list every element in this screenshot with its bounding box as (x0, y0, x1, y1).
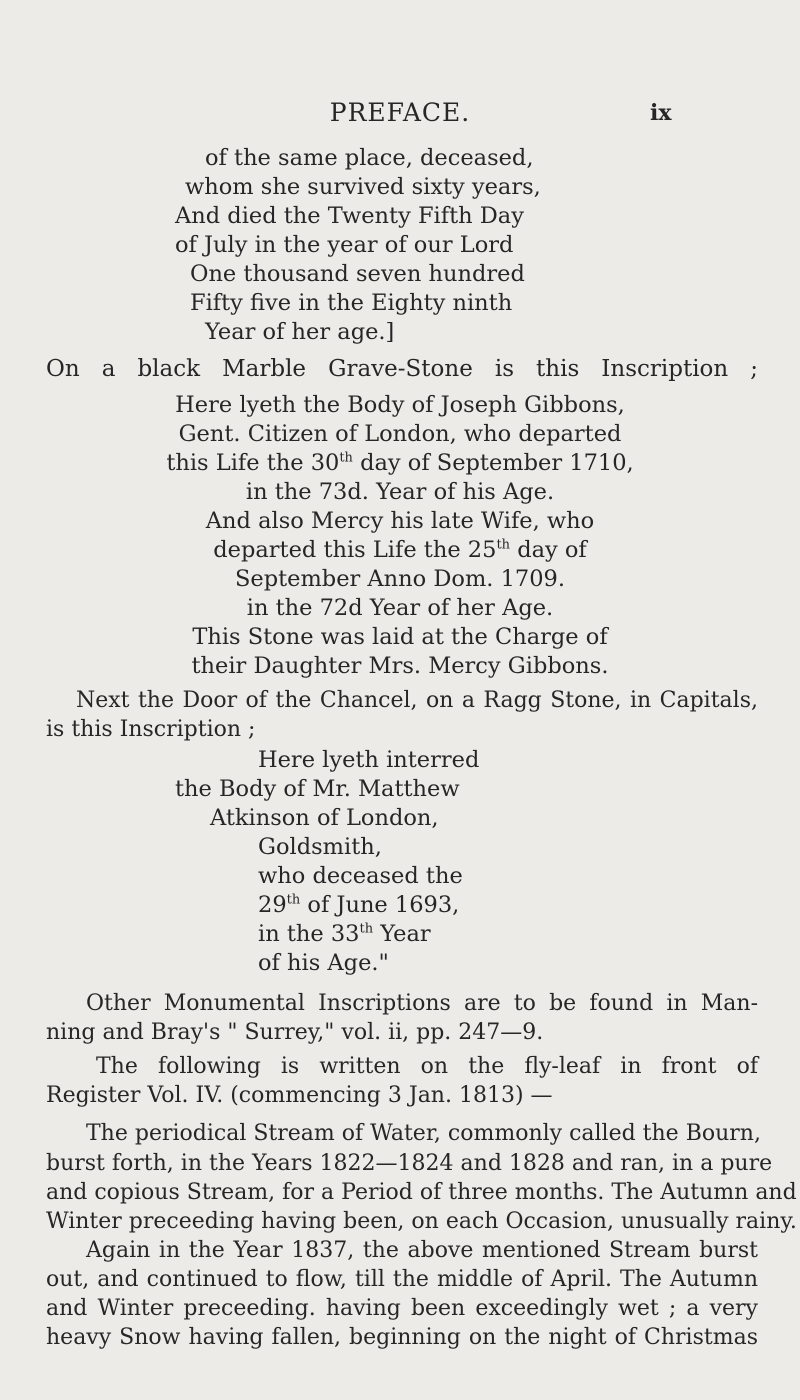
text-line: Next the Door of the Chancel, on a Ragg Stone, in Capitals, (76, 688, 758, 713)
inscription-line: in the 72d Year of her Age. (246, 595, 554, 621)
inscription-line: 29th of June 1693, (258, 892, 460, 918)
inscription-line: whom she survived sixty years, (185, 174, 541, 200)
text-line: out, and continued to flow, till the middle of April. The Autumn (46, 1267, 758, 1292)
inscription-line: of the same place, deceased, (205, 145, 534, 171)
inscription-line: Fifty five in the Eighty ninth (190, 290, 513, 316)
inscription-line: September Anno Dom. 1709. (234, 566, 566, 592)
inscription-line: Here lyeth interred (258, 747, 480, 773)
intro-paragraph: On a black Marble Grave-Stone is this Inscription ; (46, 356, 758, 382)
inscription-line: And also Mercy his late Wife, who (205, 508, 595, 534)
text-line: Register Vol. IV. (commencing 3 Jan. 1813) — (46, 1083, 553, 1108)
inscription-line: this Life the 30th day of September 1710, (166, 450, 634, 476)
running-head: PREFACE. (329, 98, 471, 127)
inscription-line: in the 73d. Year of his Age. (245, 479, 555, 505)
text-line: The following is written on the fly-leaf in front of (96, 1054, 758, 1079)
inscription-line: in the 33th Year (258, 921, 431, 947)
page-number: ix (650, 100, 672, 126)
inscription-line: Year of her age.] (205, 319, 395, 345)
text-line: Other Monumental Inscriptions are to be found in Man- (86, 991, 758, 1016)
inscription-line: Atkinson of London, (210, 805, 439, 831)
inscription-line: Here lyeth the Body of Joseph Gibbons, (175, 392, 625, 418)
text-line: and copious Stream, for a Period of three months. The Autumn and (46, 1180, 797, 1205)
inscription-line: of July in the year of our Lord (175, 232, 514, 258)
inscription-line: departed this Life the 25th day of (213, 537, 587, 563)
text-line: Winter preceeding having been, on each Occasion, unusually rainy. (46, 1209, 797, 1234)
text-line: burst forth, in the Years 1822—1824 and 1828 and ran, in a pure (46, 1151, 773, 1176)
inscription-line: who deceased the (258, 863, 463, 889)
inscription-line: of his Age." (258, 950, 389, 976)
inscription-line: Gent. Citizen of London, who departed (178, 421, 622, 447)
inscription-line: Goldsmith, (258, 834, 382, 860)
text-line: The periodical Stream of Water, commonly called the Bourn, (86, 1121, 761, 1146)
text-line: heavy Snow having fallen, beginning on the night of Christmas (46, 1325, 758, 1350)
text-line: is this Inscription ; (46, 717, 256, 742)
inscription-line: One thousand seven hundred (190, 261, 525, 287)
inscription-line: And died the Twenty Fifth Day (175, 203, 524, 229)
text-line: Again in the Year 1837, the above mentioned Stream burst (86, 1238, 758, 1263)
inscription-line: This Stone was laid at the Charge of (192, 624, 608, 650)
inscription-line: their Daughter Mrs. Mercy Gibbons. (191, 653, 609, 679)
inscription-line: the Body of Mr. Matthew (175, 776, 460, 802)
text-line: and Winter preceeding. having been exceedingly wet ; a very (46, 1296, 758, 1321)
text-line: ning and Bray's " Surrey," vol. ii, pp. 247—9. (46, 1020, 544, 1045)
